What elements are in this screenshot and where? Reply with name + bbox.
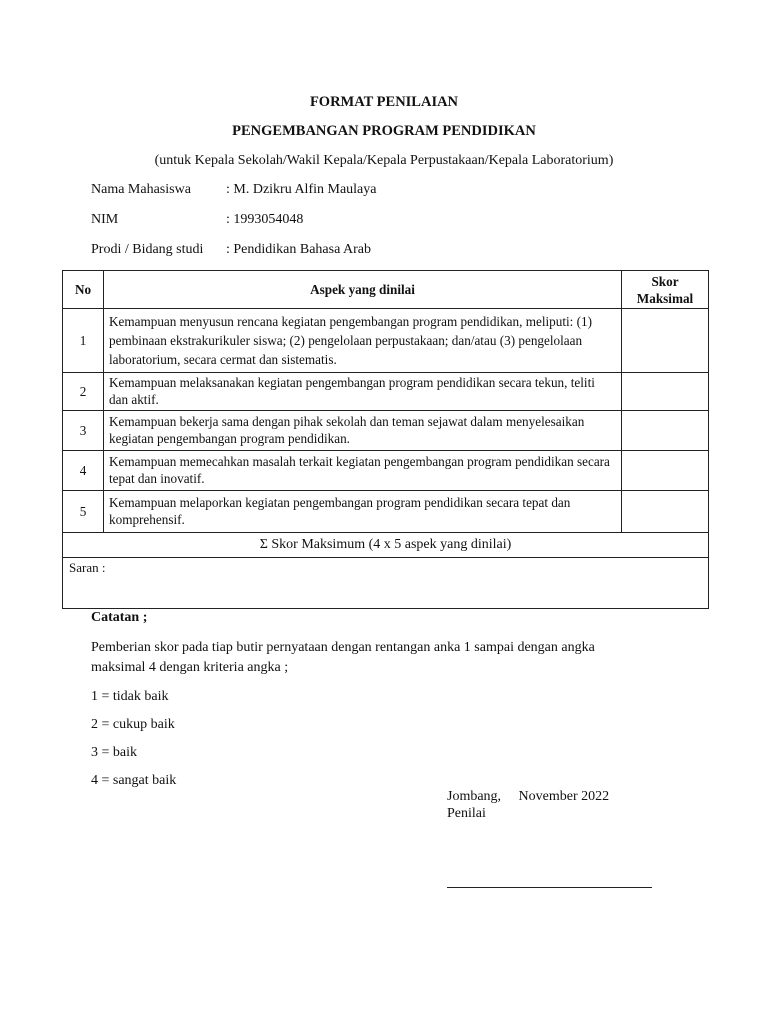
row-aspek: Kemampuan melaporkan kegiatan pengembangan program pendidikan secara tepat dan komprehensif. xyxy=(104,491,622,533)
header-skor xyxy=(622,271,709,309)
info-label: NIM xyxy=(91,212,119,227)
signature-place-date: Jombang, November 2022 xyxy=(447,789,610,804)
table-row xyxy=(63,451,709,491)
total-row xyxy=(63,533,709,558)
document-subtitle-program: PENGEMBANGAN PROGRAM PENDIDIKAN xyxy=(232,123,536,139)
row-skor-cell[interactable] xyxy=(622,451,709,491)
info-value: : Pendidikan Bahasa Arab xyxy=(226,242,372,257)
row-skor-cell[interactable] xyxy=(622,411,709,451)
table-row xyxy=(63,491,709,533)
saran-field[interactable]: Saran : xyxy=(63,558,709,609)
row-number: 3 xyxy=(63,411,104,451)
catatan-paragraph: Pemberian skor pada tiap butir pernyataan dengan rentangan anka 1 sampai dengan angka maksimal 4 dengan kriteria angka ; xyxy=(91,640,595,675)
row-skor-cell[interactable] xyxy=(622,309,709,373)
table-row xyxy=(63,309,709,373)
info-value: : M. Dzikru Alfin Maulaya xyxy=(226,182,377,197)
row-aspek: Kemampuan memecahkan masalah terkait kegiatan pengembangan program pendidikan secara tepat dan inovatif. xyxy=(104,451,622,491)
row-number: 4 xyxy=(63,451,104,491)
criteria-item: 4 = sangat baik xyxy=(91,773,177,788)
saran-row xyxy=(63,558,709,609)
table-header-row xyxy=(63,271,709,309)
header-aspek: Aspek yang dinilai xyxy=(104,271,622,309)
row-aspek: Kemampuan melaksanakan kegiatan pengembangan program pendidikan secara tekun, teliti dan aktif. xyxy=(104,373,622,411)
criteria-item: 3 = baik xyxy=(91,745,137,760)
assessment-table xyxy=(62,270,709,609)
header-skor-line2: Maksimal xyxy=(636,290,694,306)
criteria-item: 1 = tidak baik xyxy=(91,689,169,704)
criteria-item: 2 = cukup baik xyxy=(91,717,175,732)
catatan-heading: Catatan ; xyxy=(91,610,148,625)
row-number: 2 xyxy=(63,373,104,411)
row-number: 1 xyxy=(63,309,104,373)
info-row-nama xyxy=(91,182,376,198)
info-row-prodi xyxy=(91,242,371,258)
row-number: 5 xyxy=(63,491,104,533)
signature-line xyxy=(447,887,652,888)
table-row xyxy=(63,411,709,451)
header-no: No xyxy=(63,271,104,309)
info-row-nim xyxy=(91,212,303,228)
info-value: : 1993054048 xyxy=(226,212,304,227)
document-title: FORMAT PENILAIAN xyxy=(309,94,459,110)
total-label: Σ Skor Maksimum (4 x 5 aspek yang dinilai) xyxy=(63,533,709,558)
row-skor-cell[interactable] xyxy=(622,373,709,411)
info-label: Prodi / Bidang studi xyxy=(91,242,204,257)
info-label: Nama Mahasiswa xyxy=(91,182,191,197)
signature-role: Penilai xyxy=(447,806,486,821)
table-row xyxy=(63,373,709,411)
document-scope-note: (untuk Kepala Sekolah/Wakil Kepala/Kepala Perpustakaan/Kepala Laboratorium) xyxy=(154,153,614,168)
row-aspek: Kemampuan bekerja sama dengan pihak sekolah dan teman sejawat dalam menyelesaikan kegiatan pengembangan program pendidikan. xyxy=(104,411,622,451)
row-aspek: Kemampuan menyusun rencana kegiatan pengembangan program pendidikan, meliputi: (1) pembinaan ekstrakurikuler siswa; (2) pengelolaan perpustakaan; dan/atau (3) pengelolaan laboratorium, secara cermat dan sistematis. xyxy=(104,309,622,373)
row-skor-cell[interactable] xyxy=(622,491,709,533)
header-skor-line1: Skor xyxy=(651,273,679,289)
